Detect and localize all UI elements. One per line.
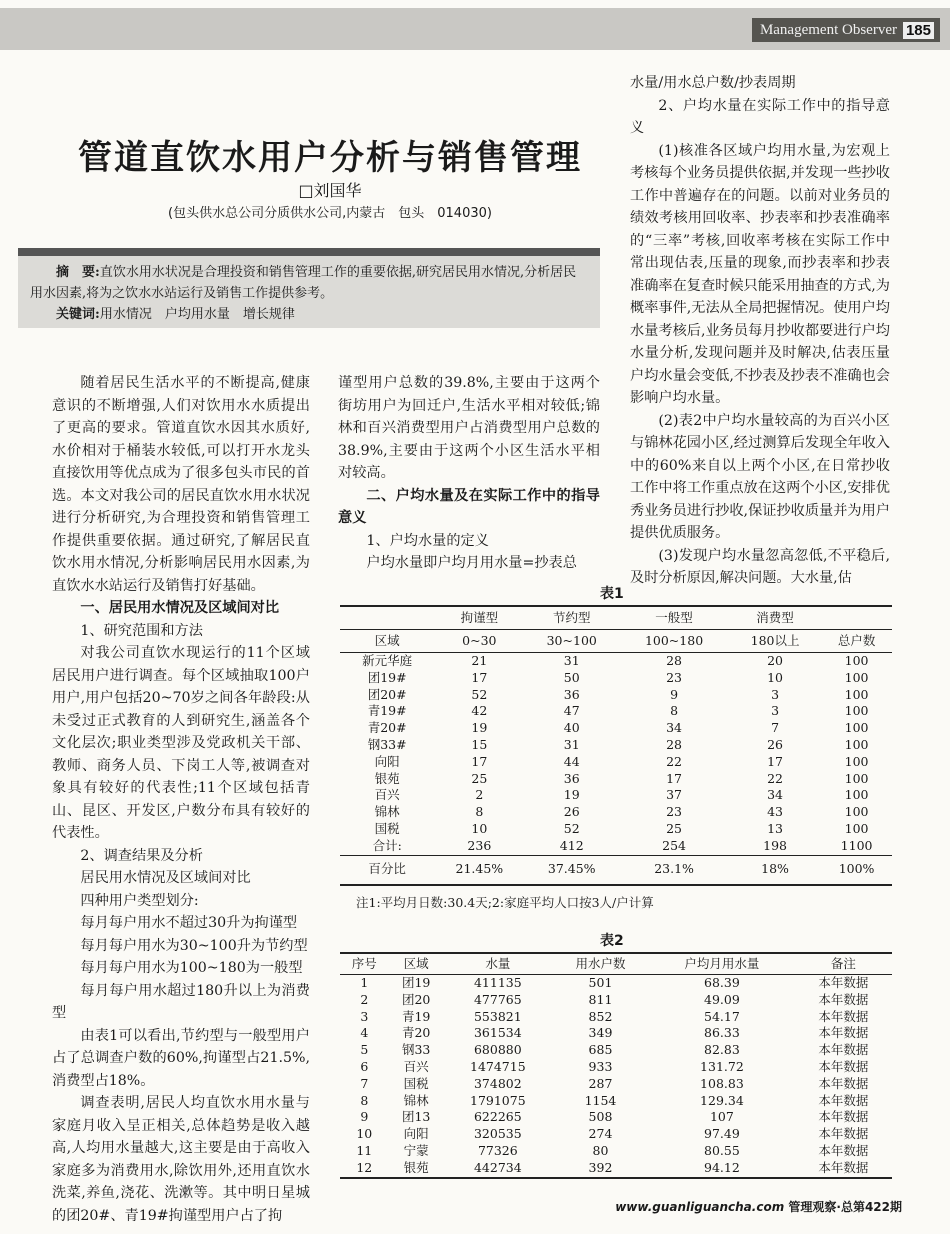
table-cell: 17: [471, 753, 488, 769]
table-cell: 19: [471, 720, 488, 736]
table-cell: 477765: [473, 991, 522, 1007]
table-cell: 钢33: [401, 1042, 431, 1058]
table-cell: 100: [844, 820, 869, 836]
table-row: [340, 992, 892, 1009]
table-cell: 3: [771, 686, 780, 702]
table-cell: 44: [563, 753, 580, 769]
table-cell: 合计:: [340, 838, 434, 855]
table-cell: 8: [670, 703, 679, 719]
table-row: [340, 720, 892, 737]
abstract-label: 摘 要:: [56, 265, 100, 280]
table-cell: 100: [844, 753, 869, 769]
table-cell: 1100: [821, 838, 892, 855]
section-heading: 二、户均水量及在实际工作中的指导意义: [338, 487, 600, 526]
table-cell: 本年数据: [818, 1025, 869, 1041]
footer-issue: 管理观察·总第422期: [788, 1200, 902, 1214]
table-header-cell: 水量: [444, 953, 552, 975]
table-cell: 8: [360, 1092, 369, 1108]
table-cell: 37: [666, 787, 682, 803]
section-heading: 一、居民用水情况及区域间对比: [80, 600, 280, 616]
table-cell: 本年数据: [818, 1142, 869, 1158]
table-cell: 百分比: [368, 861, 406, 877]
table-cell: 680880: [473, 1042, 522, 1058]
table-cell: 852: [588, 1008, 613, 1024]
table-row: [340, 653, 892, 670]
table-cell: 23: [666, 804, 682, 820]
table-cell: 23.1%: [654, 861, 694, 877]
table-cell: 银苑: [403, 1159, 429, 1175]
table-cell: 本年数据: [818, 1159, 869, 1175]
paragraph: 每月每户用水为30~100升为节约型: [80, 937, 308, 954]
table-cell: 19: [563, 787, 580, 803]
table-cell: 26: [563, 804, 580, 820]
table-cell: 9: [360, 1109, 369, 1125]
table-cell: 34: [767, 787, 784, 803]
table-cell: 1: [360, 975, 369, 990]
article-title: 管道直饮水用户分析与销售管理: [78, 138, 582, 178]
page-number: 185: [903, 22, 934, 39]
table-cell: 129.34: [700, 1092, 744, 1108]
column-1: [52, 372, 310, 1227]
table-row: [340, 754, 892, 771]
table-cell: 9: [670, 686, 679, 702]
table-cell: 国税: [374, 820, 400, 836]
table-header-cell: 备注: [795, 953, 892, 975]
table-cell: 31: [563, 653, 580, 668]
table-cell: 本年数据: [818, 991, 869, 1007]
table-cell: 本年数据: [818, 1058, 869, 1074]
table-cell: 108.83: [700, 1075, 744, 1091]
table-cell: 团20#: [367, 686, 407, 702]
table-header-row: [340, 953, 892, 975]
table-cell: 25: [471, 770, 488, 786]
table1-body: [340, 653, 892, 838]
table-cell: 7: [771, 720, 780, 736]
column-3: [630, 72, 890, 590]
table-cell: 100: [844, 736, 869, 752]
subsection-heading: 2、调查结果及分析: [80, 847, 203, 864]
table-cell: 本年数据: [818, 1092, 869, 1108]
table-cell: 107: [709, 1109, 734, 1125]
table-cell: 100: [844, 653, 869, 668]
table-cell: 100: [844, 686, 869, 702]
table-row: [340, 737, 892, 754]
table-row: [340, 804, 892, 821]
keywords-text: 用水情况 户均用水量 增长规律: [99, 307, 295, 322]
table-cell: 17: [767, 753, 784, 769]
table-cell: 34: [666, 720, 682, 736]
table-cell: 100: [844, 703, 869, 719]
table-header-cell: 节约型: [552, 609, 591, 625]
subsection-heading: 1、户均水量的定义: [366, 532, 489, 549]
table-cell: 13: [767, 820, 784, 836]
table-header-cell: 区域: [340, 630, 434, 653]
table1-caption: 表1: [600, 586, 624, 602]
subsection-heading: 2、户均水量在实际工作中的指导意义: [630, 97, 890, 136]
abstract-text: 直饮水用水状况是合理投资和销售管理工作的重要依据,研究居民用水情况,分析居民用水因素,将为之饮水水站运行及销售工作提供参考。: [30, 265, 577, 301]
table-cell: 宁蒙: [403, 1142, 429, 1158]
page-footer: [612, 1198, 902, 1215]
table-row: [340, 1160, 892, 1178]
abstract-box: [18, 256, 600, 328]
table-cell: 82.83: [704, 1042, 740, 1058]
table-cell: 本年数据: [818, 975, 869, 990]
table-cell: 锦林: [374, 804, 400, 820]
table-cell: 1474715: [470, 1058, 526, 1074]
table-cell: 11: [356, 1142, 373, 1158]
table-cell: 团19: [401, 975, 431, 990]
table-header-cell: 0~30: [434, 630, 524, 653]
table-header-cell: 总户数: [821, 630, 892, 653]
table-2: [340, 952, 892, 1179]
table-cell: 6: [360, 1058, 369, 1074]
table-cell: 100: [844, 669, 869, 685]
table-row: [340, 670, 892, 687]
paragraph: 户均水量即户均月用水量=抄表总: [366, 555, 577, 571]
paragraph: (2)表2中户均水量较高的为百兴小区与锦林花园小区,经过测算后发现全年收入中的60%来自以上两个小区,在日常抄收工作中将工作重点放在这两个小区,安排优秀业务员进行抄收,保证抄收质量并为用户提供优质服务。: [630, 412, 890, 541]
table-cell: 553821: [473, 1008, 522, 1024]
table-cell: 36: [563, 686, 580, 702]
table-cell: 本年数据: [818, 1042, 869, 1058]
table-header-cell: 180以上: [729, 630, 821, 653]
table-cell: 3: [360, 1008, 369, 1024]
table-total-row: [340, 838, 892, 855]
table1-note: 注1:平均月日数:30.4天;2:家庭平均人口按3人/户计算: [356, 895, 654, 910]
paragraph: 对我公司直饮水现运行的11个区域居民用户进行调查。每个区域抽取100户用户,用户包括20~70岁之间各年龄段:从未受过正式教育的人到研究生,涵盖各个文化层次;职业类型涉及党政机关干部、教师、商务人员、下岗工人等,被调查对象具有较好的代表性;11个区域包括青山、昆区、开发区,户数分布具有较好的代表性。: [52, 645, 310, 841]
table-cell: 320535: [473, 1126, 522, 1142]
table-cell: 361534: [473, 1025, 522, 1041]
table-header-cell: 拘谨型: [460, 609, 499, 625]
table-cell: 508: [588, 1109, 613, 1125]
table-cell: 22: [666, 753, 682, 769]
table-cell: 1791075: [470, 1092, 526, 1108]
table-cell: 1154: [584, 1092, 617, 1108]
abstract-bar: [18, 248, 600, 256]
table-cell: 26: [767, 736, 784, 752]
table-cell: 7: [360, 1075, 369, 1091]
table-type-row: [340, 606, 892, 630]
table-cell: 28: [666, 736, 682, 752]
table-cell: 412: [524, 838, 619, 855]
table-cell: 236: [434, 838, 524, 855]
paragraph: 水量/用水总户数/抄表周期: [630, 75, 796, 91]
table-cell: 47: [563, 703, 580, 719]
table-cell: 向阳: [374, 753, 400, 769]
paragraph: 每月每户用水超过180升以上为消费型: [52, 982, 310, 1021]
paragraph: (3)发现户均水量忽高忽低,不平稳后,及时分析原因,解决问题。大水量,估: [630, 547, 890, 586]
table-cell: 向阳: [403, 1126, 429, 1142]
table-cell: 3: [771, 703, 780, 719]
table-cell: 43: [767, 804, 784, 820]
table-cell: 254: [619, 838, 729, 855]
subsection-heading: 1、研究范围和方法: [80, 622, 203, 639]
table-cell: 411135: [473, 975, 522, 990]
table-cell: 15: [471, 736, 488, 752]
table-row: [340, 771, 892, 788]
table-cell: 5: [360, 1042, 369, 1058]
table-row: [340, 1009, 892, 1026]
table-cell: 811: [588, 991, 613, 1007]
table-cell: 2: [360, 991, 369, 1007]
table-cell: 933: [588, 1058, 613, 1074]
table-cell: 银苑: [374, 770, 400, 786]
table-cell: 本年数据: [818, 1109, 869, 1125]
column-2: [338, 372, 600, 575]
paragraph: 调查表明,居民人均直饮水用水量与家庭月收入呈正相关,总体趋势是收入越高,人均用水量越大,这主要是由于高收入家庭多为消费用水,除饮用外,还用直饮水洗菜,养鱼,浇花、洗漱等。其中明日星城的团20#、青19#拘谨型用户占了拘: [52, 1095, 310, 1224]
paragraph: 谨型用户总数的39.8%,主要由于这两个街坊用户为回迁户,生活水平相对较低;锦林和百兴消费型用户占消费型用户总数的38.9%,主要由于这两个小区生活水平相对较高。: [338, 375, 600, 481]
table-header-cell: 户均月用水量: [649, 953, 795, 975]
article-author: □刘国华: [298, 181, 362, 200]
table-cell: 青19: [401, 1008, 431, 1024]
table-cell: 54.17: [704, 1008, 740, 1024]
keywords-label: 关键词:: [56, 307, 100, 322]
table-header-cell: [821, 606, 892, 630]
table-cell: 17: [666, 770, 682, 786]
table-cell: 本年数据: [818, 1008, 869, 1024]
table-row: [340, 1126, 892, 1143]
table-cell: 442734: [473, 1159, 522, 1175]
table-row: [340, 787, 892, 804]
table-cell: 锦林: [403, 1092, 429, 1108]
table-cell: 国税: [403, 1075, 429, 1091]
table-header-cell: 一般型: [655, 609, 693, 625]
paragraph: 每月每户用水不超过30升为拘谨型: [80, 915, 298, 931]
table-cell: 4: [360, 1025, 369, 1041]
paragraph: (1)核准各区域户均用水量,为宏观上考核每个业务员提供依据,并发现一些抄收工作中普遍存在的问题。以前对业务员的绩效考核用回收率、抄表率和抄表准确率的“三率”考核,回收率考核在实际工作中常出现估表,压量的现象,而抄表率和抄表准确率在复查时候只能采用抽查的方式,为概率事件,无法从全局把握情况。使用户均水量考核后,业务员每月抄收都要进行户均水量分析,发现问题并及时解决,估表压量户均水量会变低,不抄表及抄表不准确也会影响户均水量。: [630, 142, 890, 406]
table-cell: 86.33: [704, 1025, 740, 1041]
table-cell: 22: [767, 770, 784, 786]
table-row: [340, 975, 892, 992]
table-cell: 40: [563, 720, 580, 736]
table-cell: 94.12: [704, 1159, 740, 1175]
table-cell: 2: [475, 787, 484, 803]
table-cell: 100: [844, 720, 869, 736]
paragraph: 由表1可以看出,节约型与一般型用户占了总调查户数的60%,拘谨型占21.5%,消费型占18%。: [52, 1027, 310, 1089]
table2-caption: 表2: [600, 933, 624, 949]
table-row: [340, 687, 892, 704]
table-cell: 685: [588, 1042, 613, 1058]
table-cell: 20: [767, 653, 784, 668]
table-cell: 10: [767, 669, 784, 685]
table-row: [340, 1059, 892, 1076]
table-row: [340, 1143, 892, 1160]
table-cell: 100%: [838, 861, 875, 877]
author-affiliation: (包头供水总公司分质供水公司,内蒙古 包头 014030): [168, 206, 492, 221]
table2-body: [340, 975, 892, 1178]
table-cell: 18%: [761, 861, 789, 877]
table-cell: 百兴: [374, 787, 400, 803]
table-row: [340, 1042, 892, 1059]
table-cell: 50: [563, 669, 580, 685]
table-cell: 10: [356, 1126, 373, 1142]
journal-label: [752, 18, 940, 42]
table-cell: 68.39: [704, 975, 740, 990]
table-cell: 本年数据: [818, 1075, 869, 1091]
paragraph: 居民用水情况及区域间对比: [80, 870, 251, 886]
table-header-cell: 消费型: [756, 609, 794, 625]
table-cell: 131.72: [700, 1058, 744, 1074]
table-cell: 37.45%: [547, 861, 596, 877]
table-header-cell: [340, 606, 434, 630]
table-cell: 钢33#: [367, 736, 407, 752]
table-cell: 36: [563, 770, 580, 786]
table-cell: 374802: [473, 1075, 522, 1091]
paragraph: 每月每户用水为100~180为一般型: [80, 960, 303, 976]
table-cell: 团13: [401, 1109, 431, 1125]
table-row: [340, 703, 892, 720]
table-cell: 10: [471, 820, 488, 836]
table-1: [340, 605, 892, 886]
table-cell: 25: [666, 820, 682, 836]
table-header-row: [340, 630, 892, 653]
table-cell: 21: [471, 653, 488, 668]
table-row: [340, 1109, 892, 1126]
table-cell: 49.09: [704, 991, 740, 1007]
table-cell: 12: [356, 1159, 373, 1175]
table-cell: 新元华庭: [362, 653, 413, 668]
table-cell: 8: [475, 804, 484, 820]
table-cell: 52: [471, 686, 488, 702]
table-cell: 23: [666, 669, 682, 685]
table-cell: 21.45%: [455, 861, 504, 877]
table-cell: 100: [844, 804, 869, 820]
footer-url: www.guanliguancha.com: [615, 1200, 785, 1214]
table-cell: 青19#: [367, 703, 407, 719]
table-header-cell: 用水户数: [552, 953, 649, 975]
table-header-cell: 30~100: [524, 630, 619, 653]
table-cell: 392: [588, 1159, 613, 1175]
table-cell: 97.49: [704, 1126, 740, 1142]
table-row: [340, 1076, 892, 1093]
running-header: [0, 8, 950, 50]
table-cell: 31: [563, 736, 580, 752]
table-cell: 百兴: [403, 1058, 429, 1074]
table-cell: 77326: [477, 1142, 518, 1158]
table-cell: 287: [588, 1075, 613, 1091]
table-cell: 团20: [401, 991, 431, 1007]
journal-name: Management Observer: [759, 21, 897, 38]
table-cell: 622265: [473, 1109, 522, 1125]
table-header-cell: 区域: [389, 953, 444, 975]
table-cell: 198: [729, 838, 821, 855]
table-cell: 17: [471, 669, 488, 685]
table-cell: 团19#: [367, 669, 407, 685]
paragraph: 四种用户类型划分:: [80, 892, 199, 909]
table-cell: 青20#: [367, 720, 407, 736]
table-header-cell: 序号: [340, 953, 389, 975]
table-header-cell: 100~180: [619, 630, 729, 653]
table-cell: 100: [844, 787, 869, 803]
table-cell: 349: [588, 1025, 613, 1041]
table-cell: 本年数据: [818, 1126, 869, 1142]
table-cell: 52: [563, 820, 580, 836]
table-cell: 28: [666, 653, 682, 668]
table-cell: 501: [588, 975, 613, 990]
paragraph: 随着居民生活水平的不断提高,健康意识的不断增强,人们对饮用水水质提出了更高的要求。管道直饮水因其水质好,水价相对于桶装水较低,可以打开水龙头直接饮用等优点成为了很多包头市民的首选。本文对我公司的居民直饮水用水状况进行分析研究,为合理投资和销售管理工作提供重要依据。通过研究,了解居民直饮水用水情况,分析影响居民用水因素,为直饮水水站运行及销售打好基础。: [52, 375, 310, 594]
table-row: [340, 1093, 892, 1110]
table-cell: 100: [844, 770, 869, 786]
table-cell: 42: [471, 703, 488, 719]
table-cell: 274: [588, 1126, 613, 1142]
table-cell: 青20: [401, 1025, 431, 1041]
table-row: [340, 821, 892, 838]
table-cell: 80.55: [704, 1142, 740, 1158]
table-percent-row: [340, 855, 892, 885]
table-row: [340, 1025, 892, 1042]
table-cell: 80: [592, 1142, 609, 1158]
